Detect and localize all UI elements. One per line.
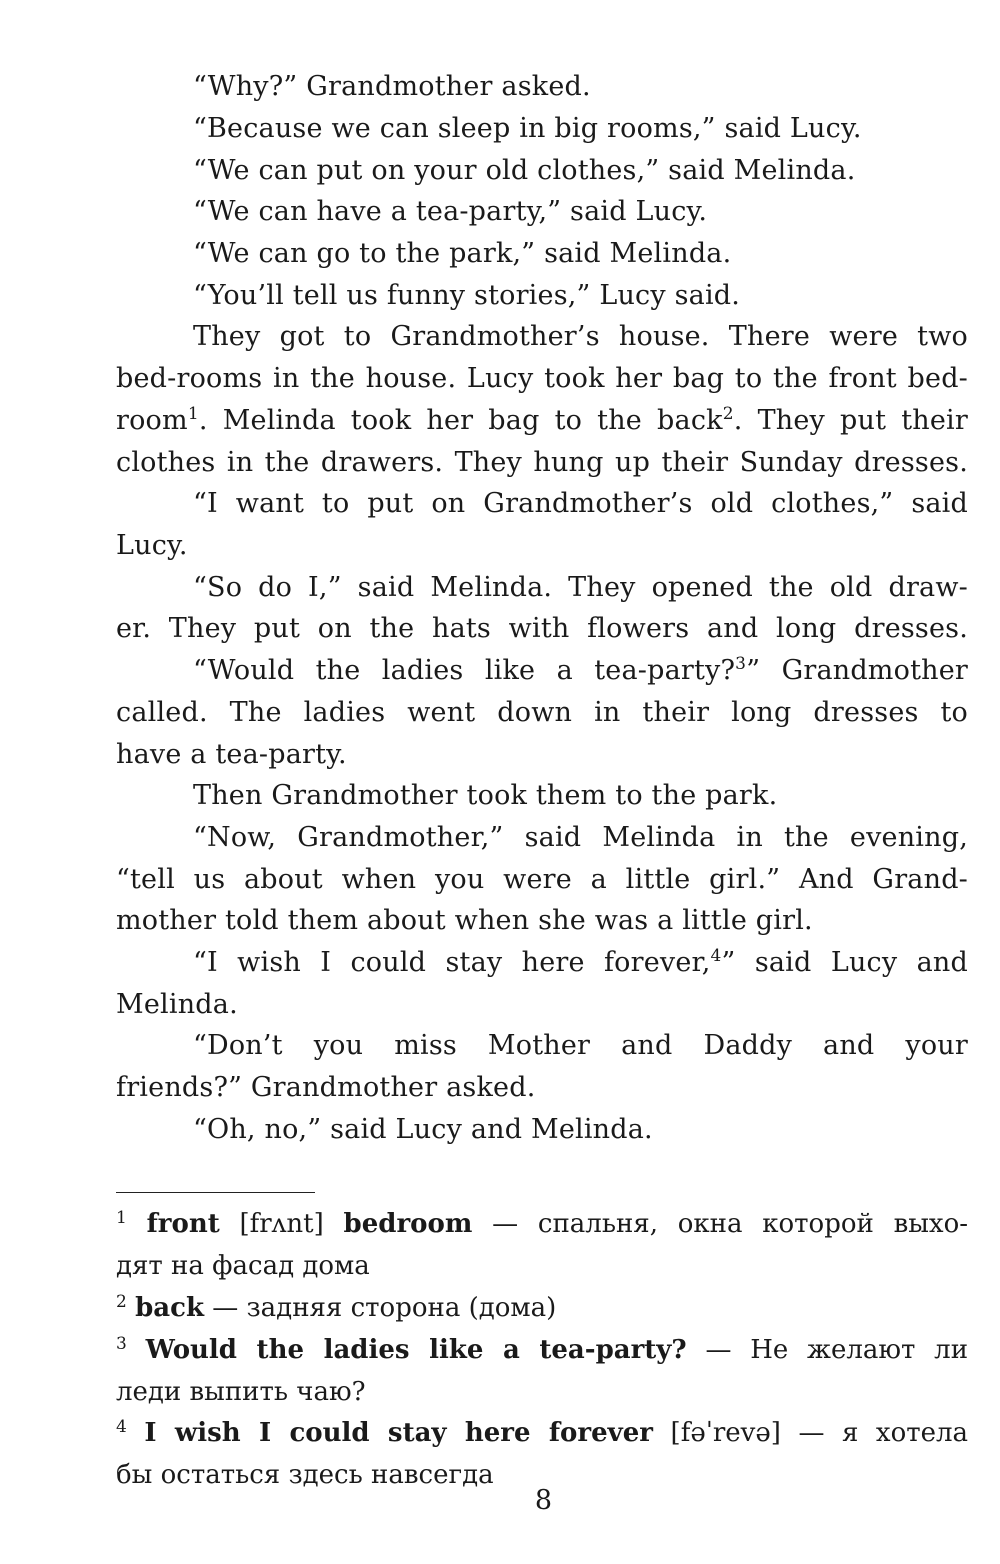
footnote-text: дят на фасад дома [116,1251,370,1281]
text-fragment: . They put their [733,405,968,436]
text-line: “You’ll tell us funny stories,” Lucy said. [193,280,741,311]
text-line [116,400,968,442]
footnote-term: I wish I could stay here forever [144,1418,653,1448]
footnote-ref: 3 [735,654,747,674]
page-number: 8 [534,1485,553,1516]
text-fragment: ” Grandmother [746,655,968,686]
footnote-transcription: [fəˈrevə] [670,1418,781,1448]
footnote-2 [116,1287,968,1329]
footnote-dash: — [212,1293,239,1323]
footnote-ref: 2 [722,404,734,424]
footnote-text: я хотела [841,1418,969,1448]
text-line: “Why?” Grandmother asked. [193,71,591,102]
footnote-number: 2 [116,1292,127,1312]
text-line: friends?” Grandmother asked. [116,1072,536,1103]
footnote-4 [116,1412,968,1454]
footnote-term: back [135,1293,204,1323]
footnote-transcription: [frʌnt] [239,1209,324,1239]
text-line: bed-rooms in the house. Lucy took her bag to the front bed- [116,363,968,394]
text-line: “We can put on your old clothes,” said Melinda. [193,155,856,186]
footnote-text: бы остаться здесь навсегда [116,1460,494,1490]
footnote-term: front [146,1209,220,1239]
text-line: They got to Grandmother’s house. There were two [193,321,968,352]
text-line: “I want to put on Grandmother’s old clothes,” said [193,488,968,519]
footnote-text: Не желают ли [750,1335,969,1365]
footnote-1 [116,1203,968,1245]
text-fragment: . Melinda took her bag to the back [198,405,723,436]
footnote-dash: — [705,1335,732,1365]
text-line: Melinda. [116,989,238,1020]
footnote-ref: 4 [710,946,722,966]
footnote-3-cont [116,1371,968,1413]
text-line: called. The ladies went down in their long dresses to [116,697,968,728]
text-line [193,942,968,984]
text-line: “Oh, no,” said Lucy and Melinda. [193,1114,653,1145]
footnote-text: леди выпить чаю? [116,1377,366,1407]
text-line: “We can have a tea-party,” said Lucy. [193,196,708,227]
text-line: “Because we can sleep in big rooms,” said Lucy. [193,113,862,144]
text-line: “tell us about when you were a little girl.” And Grand- [116,864,968,895]
footnote-1-cont [116,1245,968,1287]
text-line [193,650,968,692]
footnote-number: 1 [116,1208,127,1228]
text-line: Then Grandmother took them to the park. [193,780,778,811]
text-line: mother told them about when she was a little girl. [116,905,813,936]
footnote-divider [116,1192,315,1193]
footnote-dash: — [492,1209,519,1239]
footnote-ref: 1 [187,404,199,424]
text-line: Lucy. [116,530,188,561]
text-line: “Now, Grandmother,” said Melinda in the evening, [193,822,968,853]
text-fragment: “I wish I could stay here forever, [193,947,711,978]
text-line: “Don’t you miss Mother and Daddy and your [193,1030,968,1061]
text-line: “So do I,” said Melinda. They opened the old draw- [193,572,968,603]
text-line: clothes in the drawers. They hung up their Sunday dresses. [116,447,968,478]
footnote-term: Would the ladies like a tea-party? [145,1335,687,1365]
footnote-3 [116,1329,968,1371]
text-line: have a tea-party. [116,739,347,770]
footnote-dash: — [798,1418,825,1448]
footnote-number: 4 [116,1417,127,1437]
text-fragment: ” said Lucy and [721,947,968,978]
footnote-text: задняя сторона (дома) [246,1293,557,1323]
text-fragment: room [116,405,188,436]
footnote-text: спальня, окна которой выхо- [537,1209,969,1239]
footnote-term: bedroom [343,1209,473,1239]
text-fragment: “Would the ladies like a tea-party? [193,655,736,686]
text-line: er. They put on the hats with flowers and long dresses. [116,613,968,644]
text-line: “We can go to the park,” said Melinda. [193,238,732,269]
footnote-number: 3 [116,1334,127,1354]
